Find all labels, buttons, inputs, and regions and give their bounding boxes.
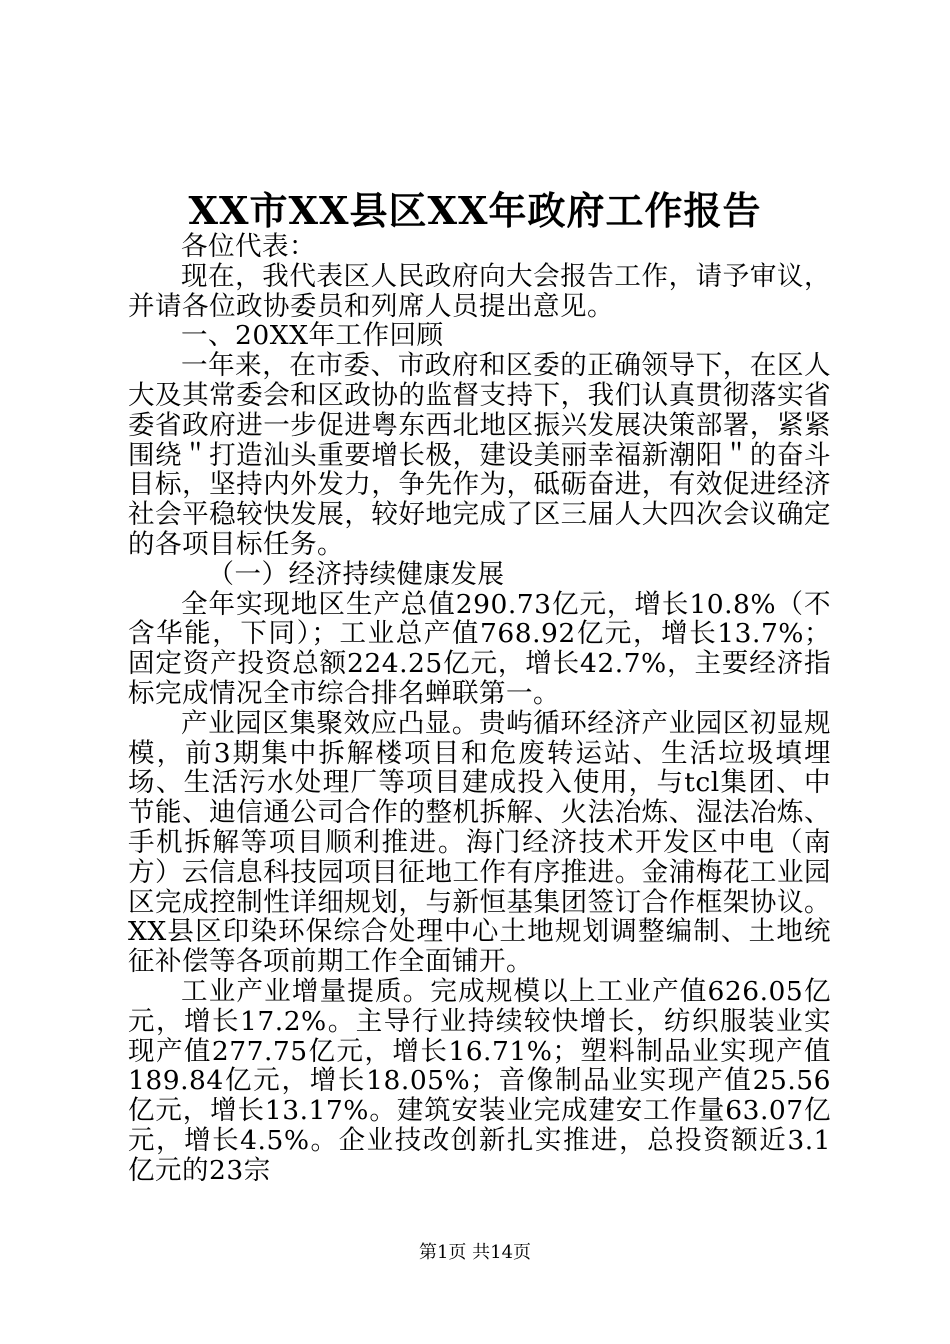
subsection-heading-economy: （一）经济持续健康发展 — [207, 558, 505, 590]
paragraph-salutation: 各位代表： — [181, 231, 316, 262]
page-footer: 第1页 共14页 — [418, 1242, 532, 1263]
section-heading-review: 一、20XX年工作回顾 — [181, 320, 444, 352]
paragraph-intro: 现在，我代表区人民政府向大会报告工作，请予审议，并请各位政协委员和列席人员提出意见。 — [128, 260, 831, 322]
document-body — [128, 232, 831, 1186]
paragraph-economy-figures: 全年实现地区生产总值290.73亿元，增长10.8%（不含华能，下同）；工业总产值768.92亿元，增长13.7%；固定资产投资总额224.25亿元，增长42.7%，主要经济指标完成情况全市综合排名蝉联第一。 — [128, 588, 831, 709]
paragraph-overview: 一年来，在市委、市政府和区委的正确领导下，在区人大及其常委会和区政协的监督支持下，我们认真贯彻落实省委省政府进一步促进粤东西北地区振兴发展决策部署，紧紧围绕＂打造汕头重要增长极，建设美丽幸福新潮阳＂的奋斗目标，坚持内外发力，争先作为，砥砺奋进，有效促进经济社会平稳较快发展，较好地完成了区三届人大四次会议确定的各项目标任务。 — [128, 350, 831, 560]
document-title: XX市XX县区XX年政府工作报告 — [188, 188, 762, 233]
paragraph-industrial-parks: 产业园区集聚效应凸显。贵屿循环经济产业园区初显规模，前3期集中拆解楼项目和危废转运站、生活垃圾填埋场、生活污水处理厂等项目建成投入使用，与tcl集团、中节能、迪信通公司合作的整机拆解、火法冶炼、湿法冶炼、手机拆解等项目顺利推进。海门经济技术开发区中电（南方）云信息科技园项目征地工作有序推进。金浦梅花工业园区完成控制性详细规划，与新恒基集团签订合作框架协议。XX县区印染环保综合处理中心土地规划调整编制、土地统征补偿等各项前期工作全面铺开。 — [128, 707, 831, 978]
paragraph-industry-growth: 工业产业增量提质。完成规模以上工业产值626.05亿元，增长17.2%。主导行业持续较快增长，纺织服装业实现产值277.75亿元，增长16.71%；塑料制品业实现产值189.84亿元，增长18.05%；音像制品业实现产值25.56亿元，增长13.17%。建筑安装业完成建安工作量63.07亿元，增长4.5%。企业技改创新扎实推进，总投资额近3.1亿元的23宗 — [128, 975, 831, 1186]
